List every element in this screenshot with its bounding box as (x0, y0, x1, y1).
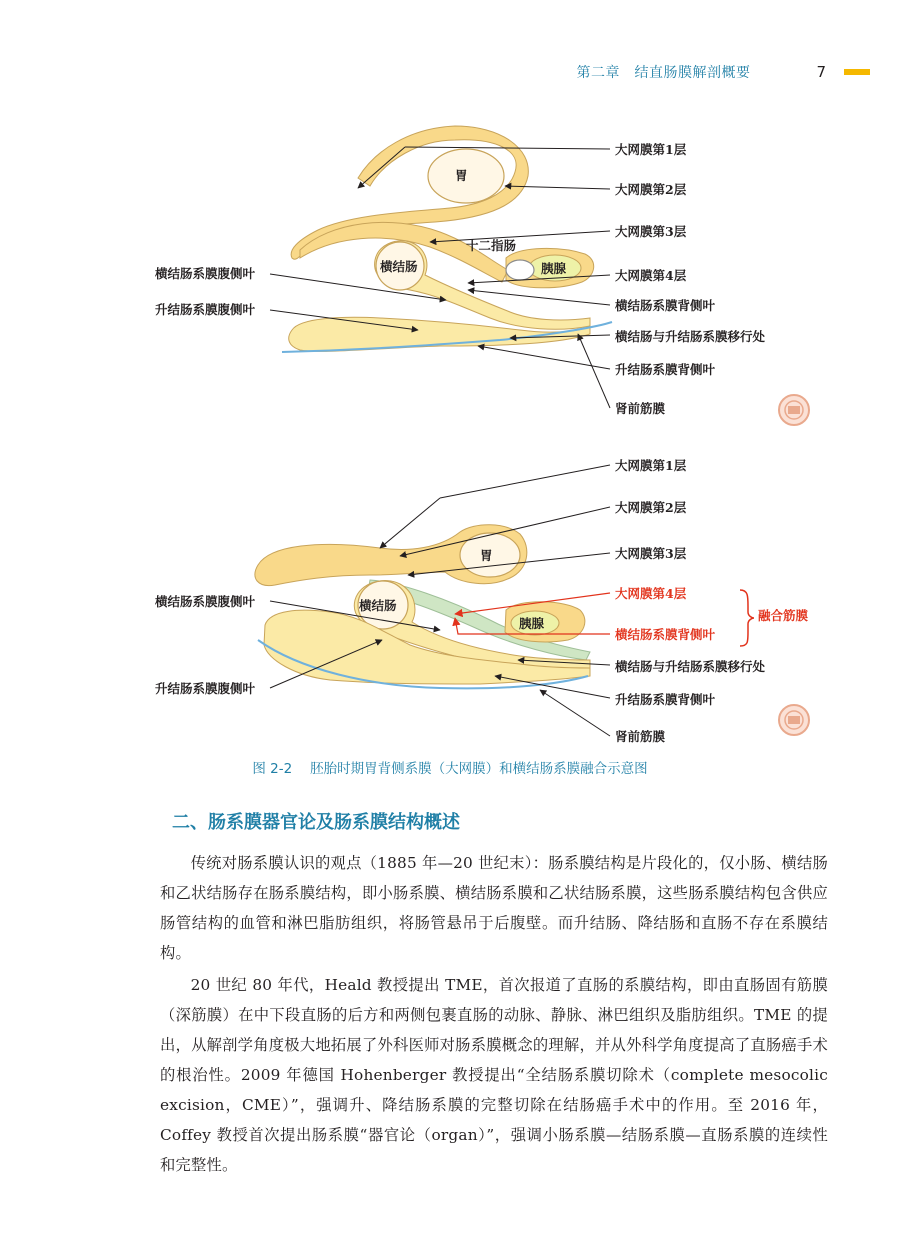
pancreas-label-bottom: 胰腺 (519, 616, 545, 631)
top-label-omentum-1: 大网膜第1层 (615, 142, 687, 157)
figure-number: 图 2-2 (252, 761, 293, 777)
section-heading: 二、肠系膜器官论及肠系膜结构概述 (172, 812, 460, 833)
top-diagram (154, 126, 809, 425)
fusion-fascia-label: 融合筋膜 (758, 608, 809, 623)
chapter-title: 第二章 结直肠膜解剖概要 (576, 65, 751, 81)
bottom-label-omentum-1: 大网膜第1层 (615, 458, 687, 473)
top-label-transverse-ventral: 横结肠系膜腹侧叶 (155, 266, 256, 281)
seal-icon-bottom (779, 705, 809, 735)
bottom-label-omentum-3: 大网膜第3层 (615, 546, 687, 561)
top-label-mesocolon-dorsal: 横结肠系膜背侧叶 (615, 298, 716, 313)
bottom-label-omentum-2: 大网膜第2层 (615, 500, 687, 515)
figure-caption (0, 757, 900, 777)
bottom-label-ascending-dorsal: 升结肠系膜背侧叶 (615, 692, 716, 707)
stomach-label-bottom: 胃 (480, 548, 493, 563)
paragraph-1: 传统对肠系膜认识的观点（1885 年—20 世纪末）：肠系膜结构是片段化的，仅小肠、横结肠和乙状结肠存在肠系膜结构，即小肠系膜、横结肠系膜和乙状结肠系膜，这些肠系膜结构包含供应肠管结构的血管和淋巴脂肪组织，将肠管悬吊于后腹壁。而升结肠、降结肠和直肠不存在系膜结构。 (160, 854, 828, 962)
duodenum-top (506, 260, 534, 280)
top-label-transition: 横结肠与升结肠系膜移行处 (615, 329, 766, 344)
fusion-brace (740, 590, 754, 646)
seal-icon-top (779, 395, 809, 425)
bottom-diagram (154, 458, 809, 744)
top-label-ascending-ventral: 升结肠系膜腹侧叶 (155, 302, 256, 317)
bottom-label-omentum-4: 大网膜第4层 (615, 586, 687, 601)
body-text (160, 848, 828, 1182)
bottom-label-mesocolon-dorsal: 横结肠系膜背侧叶 (615, 627, 716, 642)
bottom-label-transition: 横结肠与升结肠系膜移行处 (615, 659, 766, 674)
bottom-label-renal-fascia: 肾前筋膜 (615, 729, 666, 744)
paragraph-2: 20 世纪 80 年代，Heald 教授提出 TME，首次报道了直肠的系膜结构，即由直肠固有筋膜（深筋膜）在中下段直肠的后方和两侧包裹直肠的动脉、静脉、淋巴组织及脂肪组织。TME 的提出，从解剖学角度极大地拓展了外科医师对肠系膜概念的理解，并从外科学角度提高了直肠癌手术的根治性。2009 年德国 Hohenberger 教授提出“全结肠系膜切除术（complete mesocolic excision，CME）”，强调升、降结肠系膜的完整切除在结肠癌手术中的作用。至 2016 年，Coffey 教授首次提出肠系膜“器官论（organ）”，强调小肠系膜—结肠系膜—直肠系膜的连续性和完整性。 (160, 976, 828, 1174)
top-label-omentum-4: 大网膜第4层 (615, 268, 687, 283)
transverse-colon-label-bottom: 横结肠 (359, 598, 397, 613)
bottom-label-ascending-ventral: 升结肠系膜腹侧叶 (155, 681, 256, 696)
top-label-omentum-2: 大网膜第2层 (615, 182, 687, 197)
page-number: 7 (816, 63, 826, 81)
bottom-label-transverse-ventral: 横结肠系膜腹侧叶 (155, 594, 256, 609)
transverse-colon-label-top: 横结肠 (380, 259, 418, 274)
top-label-renal-fascia: 肾前筋膜 (615, 401, 666, 416)
stomach-label-top: 胃 (455, 168, 468, 183)
top-label-omentum-3: 大网膜第3层 (615, 224, 687, 239)
figure-caption-text: 胚胎时期胃背侧系膜（大网膜）和横结肠系膜融合示意图 (310, 761, 648, 777)
top-label-ascending-dorsal: 升结肠系膜背侧叶 (615, 362, 716, 377)
pancreas-label-top: 胰腺 (541, 261, 567, 276)
duodenum-label-top: 十二指肠 (466, 238, 517, 253)
